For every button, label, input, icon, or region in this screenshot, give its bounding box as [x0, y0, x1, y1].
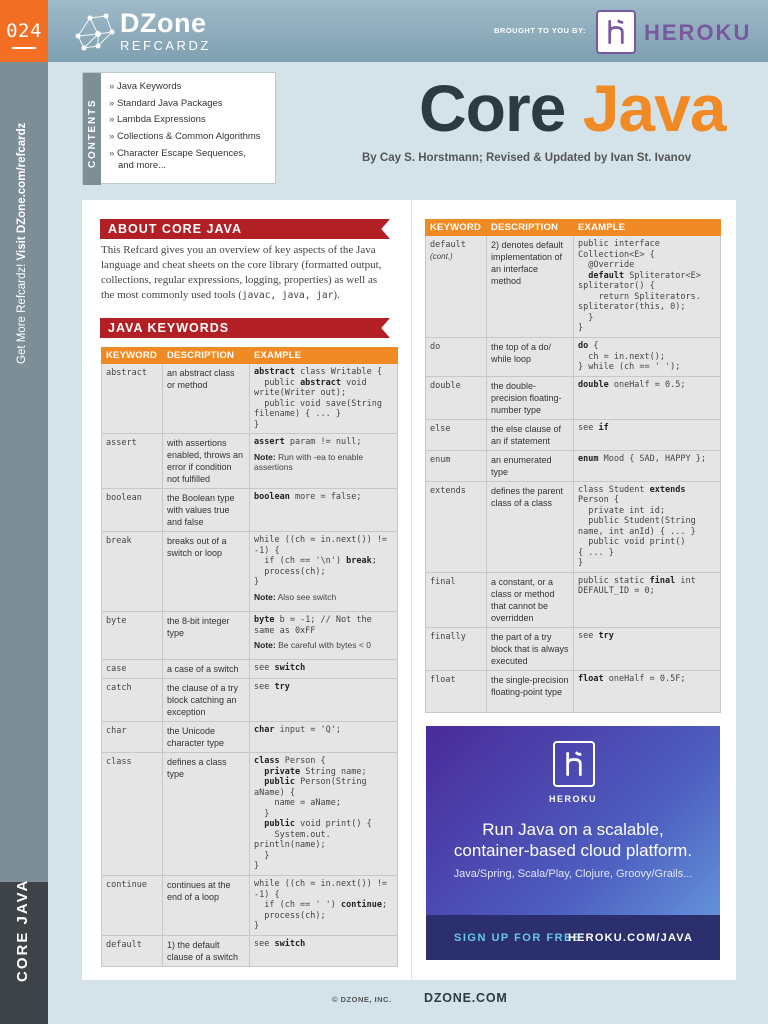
keyword-cell: extends — [426, 481, 487, 572]
keywords-heading-text: JAVA KEYWORDS — [108, 321, 230, 335]
keyword-cell: break — [102, 532, 163, 612]
description-cell: the 8-bit integer type — [163, 612, 250, 660]
example-cell — [250, 679, 398, 722]
heroku-ad[interactable] — [426, 726, 720, 960]
see-keyword: if — [598, 422, 609, 433]
table-header-row — [426, 220, 721, 236]
example-note — [254, 640, 393, 651]
example-cell: assert param != null; Note: Run with -ea to enable assertions — [250, 434, 398, 489]
example-cell: public static final int DEFAULT_ID = 0; — [574, 572, 721, 627]
table-row — [102, 679, 398, 722]
example-cell: char input = 'Q'; — [250, 722, 398, 753]
example-cell: while ((ch = in.next()) != -1) { if (ch == ' ') continue; process(ch); } — [250, 876, 398, 936]
page-title — [419, 70, 726, 146]
contents-item[interactable]: » Java Keywords — [109, 79, 273, 96]
description-cell: an abstract class or method — [163, 364, 250, 434]
footer-copyright: © DZONE, INC. — [332, 995, 392, 1004]
keyword-cell: final — [426, 572, 487, 627]
header-example: EXAMPLE — [574, 220, 721, 236]
example-cell: class Person { private String name; public Person(String aName) { name = aName; } public void print() { System.out. println(name); } } — [250, 753, 398, 876]
contents-item-line: and more... — [118, 159, 167, 171]
column-divider — [411, 200, 412, 980]
example-cell: do { ch = in.next(); } while (ch == ' '); — [574, 338, 721, 377]
about-paragraph — [101, 243, 391, 303]
header-description: DESCRIPTION — [487, 220, 574, 236]
keyword-cell: assert — [102, 434, 163, 489]
heroku-wordmark: HEROKU — [644, 20, 752, 45]
contents-item-line: Character Escape Sequences, — [116, 147, 246, 159]
table-row — [102, 753, 398, 876]
dzone-wordmark: DZone — [120, 8, 207, 38]
see-label: see — [578, 630, 599, 641]
title-java: Java — [582, 71, 726, 145]
header — [48, 0, 768, 62]
refcard-number: 024 — [0, 0, 48, 62]
visit-prefix: Get More Refcardz! — [16, 260, 28, 364]
ad-languages: Java/Spring, Scala/Play, Clojure, Groovy/Grails... — [453, 868, 693, 880]
keyword-cell: continue — [102, 876, 163, 936]
description-cell: the part of a try block that is always executed — [487, 627, 574, 670]
example-cell — [574, 419, 721, 450]
continued-label: (cont.) — [430, 252, 453, 261]
table-row — [102, 532, 398, 612]
example-cell: abstract class Writable { public abstract void write(Writer out); public void save(String filename) { ... } } — [250, 364, 398, 434]
table-row — [102, 660, 398, 679]
example-cell — [250, 936, 398, 967]
refcardz-wordmark: REFCARDZ — [120, 38, 211, 53]
table-row — [426, 419, 721, 450]
contents-list — [109, 79, 273, 172]
about-text-1: This Refcard gives you an overview of key aspects of the Java language and cheat sheets on the core library (formatted output, collections, regular expressions, logging, properties) as well as the most commonly used tools ( — [101, 244, 382, 301]
keyword-cell: class — [102, 753, 163, 876]
example-cell: byte b = -1; // Not the same as 0xFF Note: Be careful with bytes < 0 — [250, 612, 398, 660]
keyword-cell: abstract — [102, 364, 163, 434]
visit-link[interactable] — [16, 123, 28, 364]
ad-headline — [426, 819, 720, 861]
keywords-heading — [100, 318, 390, 338]
about-heading — [100, 219, 390, 239]
example-cell: double oneHalf = 0.5; — [574, 376, 721, 419]
about-heading-text: ABOUT CORE JAVA — [108, 222, 242, 236]
table-row — [102, 936, 398, 967]
description-cell: the Unicode character type — [163, 722, 250, 753]
keyword-cell: boolean — [102, 489, 163, 532]
description-cell: the clause of a try block catching an exception — [163, 679, 250, 722]
description-cell: continues at the end of a loop — [163, 876, 250, 936]
example-cell: boolean more = false; — [250, 489, 398, 532]
note-label: Note: — [254, 591, 276, 602]
table-row — [102, 876, 398, 936]
see-keyword: try — [274, 682, 290, 692]
see-keyword: switch — [274, 663, 306, 673]
description-cell: 2) denotes default implementation of an interface method — [487, 236, 574, 338]
ad-headline-line: container-based cloud platform. — [453, 841, 693, 860]
contents-item[interactable]: » Collections & Common Algorithms — [109, 129, 273, 146]
table-row — [426, 670, 721, 712]
contents-item[interactable] — [109, 148, 273, 172]
keyword-cell: else — [426, 419, 487, 450]
keyword-cell: default — [102, 936, 163, 967]
example-cell: enum Mood { SAD, HAPPY }; — [574, 450, 721, 481]
side-strip — [0, 0, 48, 1024]
keyword-cell: enum — [426, 450, 487, 481]
heroku-logo-icon — [553, 741, 595, 787]
description-cell: breaks out of a switch or loop — [163, 532, 250, 612]
heroku-logo-icon — [596, 10, 636, 54]
description-cell: an enumerated type — [487, 450, 574, 481]
example-cell — [574, 627, 721, 670]
table-row — [102, 364, 398, 434]
keywords-table-right — [425, 219, 721, 713]
ad-footer — [426, 915, 720, 960]
note-text: Also see switch — [275, 591, 337, 602]
keyword-cell: float — [426, 670, 487, 712]
keyword-cell — [426, 236, 487, 338]
heroku-url-link[interactable]: HEROKU.COM/JAVA — [568, 932, 694, 944]
description-cell: with assertions enabled, throws an error if condition not fulfilled — [163, 434, 250, 489]
example-note — [254, 592, 393, 603]
see-label: see — [254, 939, 275, 949]
description-cell: the single-precision floating-point type — [487, 670, 574, 712]
header-description: DESCRIPTION — [163, 348, 250, 364]
keyword-cell: do — [426, 338, 487, 377]
see-keyword: try — [598, 630, 614, 641]
table-row — [102, 489, 398, 532]
example-cell: public interface Collection<E> { @Override default Spliterator<E> spliterator() { return Spliterators. spliterator(this, 0); } } — [574, 236, 721, 338]
visit-url: Visit DZone.com/refcardz — [16, 122, 28, 261]
brought-to-you-label: BROUGHT TO YOU BY: — [494, 26, 586, 35]
table-row — [426, 338, 721, 377]
example-cell: float oneHalf = 0.5F; — [574, 670, 721, 712]
description-cell: a case of a switch — [163, 660, 250, 679]
header-example: EXAMPLE — [250, 348, 398, 364]
keyword-cell: char — [102, 722, 163, 753]
keyword-cell: byte — [102, 612, 163, 660]
about-text-2: ). — [333, 289, 340, 301]
table-row — [426, 627, 721, 670]
footer-site-link[interactable]: DZONE.COM — [424, 991, 508, 1005]
keyword-text: default — [430, 240, 466, 250]
table-row — [426, 236, 721, 338]
ad-headline-line: Run Java on a scalable, — [482, 820, 664, 839]
keyword-cell: catch — [102, 679, 163, 722]
ad-brand: HEROKU — [548, 794, 597, 804]
description-cell: a constant, or a class or method that cannot be overridden — [487, 572, 574, 627]
example-cell: while ((ch = in.next()) != -1) { if (ch == '\n') break; process(ch); } Note: Also see switch — [250, 532, 398, 612]
keyword-cell: finally — [426, 627, 487, 670]
description-cell: the top of a do/ while loop — [487, 338, 574, 377]
table-header-row — [102, 348, 398, 364]
contents-label: CONTENTS — [87, 98, 98, 168]
title-core: Core — [419, 71, 583, 145]
description-cell: the else clause of an if statement — [487, 419, 574, 450]
header-keyword: KEYWORD — [102, 348, 163, 364]
table-row — [426, 450, 721, 481]
description-cell: 1) the default clause of a switch — [163, 936, 250, 967]
example-cell: class Student extends Person { private int id; public Student(String name, int anId) { ... } public void print() { ... } } — [574, 481, 721, 572]
table-row — [426, 572, 721, 627]
table-row — [102, 434, 398, 489]
byline: By Cay S. Horstmann; Revised & Updated by Ivan St. Ivanov — [362, 152, 692, 164]
contents-box — [82, 72, 276, 184]
contents-item[interactable]: » Lambda Expressions — [109, 112, 273, 129]
note-text: Be careful with bytes < 0 — [275, 640, 371, 650]
see-label: see — [254, 663, 275, 673]
keywords-table-left — [101, 347, 398, 967]
example-cell — [250, 660, 398, 679]
about-tools: javac, java, jar — [241, 290, 334, 301]
keyword-cell: double — [426, 376, 487, 419]
contents-item[interactable]: » Standard Java Packages — [109, 96, 273, 113]
description-cell: the double-precision floating-number type — [487, 376, 574, 419]
note-label: Note: — [254, 640, 276, 650]
table-row — [426, 376, 721, 419]
dzone-network-icon — [68, 6, 118, 56]
see-label: see — [254, 682, 275, 692]
example-note — [254, 452, 393, 473]
description-cell: defines the parent class of a class — [487, 481, 574, 572]
see-label: see — [578, 422, 599, 433]
header-keyword: KEYWORD — [426, 220, 487, 236]
table-row — [426, 481, 721, 572]
signup-link[interactable]: SIGN UP FOR FREE — [454, 932, 582, 944]
note-text: Run with -ea to enable assertions — [254, 451, 364, 472]
description-cell: the Boolean type with values true and false — [163, 489, 250, 532]
table-row — [102, 612, 398, 660]
description-cell: defines a class type — [163, 753, 250, 876]
see-keyword: switch — [274, 939, 306, 949]
strip-title: CORE JAVA — [14, 878, 31, 982]
keyword-cell: case — [102, 660, 163, 679]
table-row — [102, 722, 398, 753]
note-label: Note: — [254, 451, 276, 462]
